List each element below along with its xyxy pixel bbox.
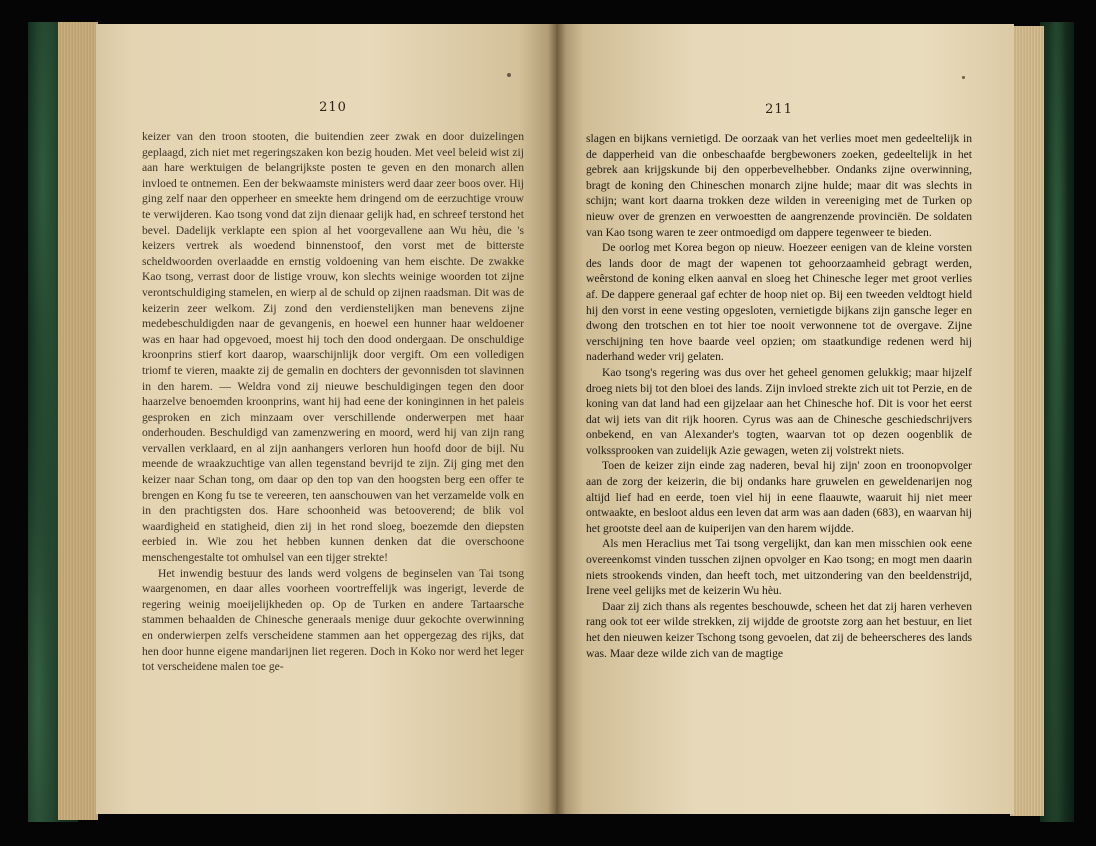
right-page: [556, 24, 1014, 814]
paragraph: De oorlog met Korea begon op nieuw. Hoezeer eenigen van de kleine vorsten des lands door de magt der wapenen tot gehoorzaamheid gebragt werden, weêrstond de koning elken aanval en sloeg het Chinesche leger met groot verlies af. De dappere generaal gaf echter de hoop niet op. Bij een tweeden veldtogt hield hij den vorst in eene vesting opgesloten, vernietigde bijkans zijn gansche leger en dwong den trotschen en tot hier toe nooit verwonnene tot de overgave. Zijne verschijning ten hove baarde veel opzien; om staatkundige redenen werd hij naderhand weder vrij gelaten.: [586, 241, 972, 364]
paragraph: keizer van den troon stooten, die buitendien zeer zwak en door duizelingen geplaagd, zich niet met regeringszaken kon bezig houden. Met veel beleid wist zij aan hare werktuigen de belangrijkste posten te geven en den monarch allen invloed te ontnemen. Een der bekwaamste ministers werd daar zeer boos over. Hij ging zelf naar den opperheer en smeekte hem dringend om de eerzuchtige vrouw te verwijderen. Kao tsong vond dat zijn dienaar gelijk had, en schreef terstond het bevel. Dadelijk verklapte een spion al het voorgevallene aan Wu hèu, die 's keizers vertrek als woedend binnenstoof, den vorst met de bitterste scheldwoorden overlaadde en ernstig voldoening van hem eischte. De zwakke Kao tsong, verrast door de listige vrouw, kon slechts weinige woorden tot zijne verontschuldiging stamelen, en wierp al de schuld op zijnen raadsman. Dit was de keizerin zeer welkom. Zij zond den verdienstelijken man benevens zijne medebeschuldigden naar de gevangenis, en hoewel een hunner haar weldoener was en haar had opgevoed, moest hij toch den dood ondergaan. De onschuldige kroonprins stierf kort daarop, waarschijnlijk door vergift. Om een volledigen triomf te vieren, maakte zij de gemalin en dochters der gevonnisden tot slavinnen in den harem. — Weldra vond zij nieuwe beschuldigingen tegen den door haarzelve benoemden kroonprins, want hij had eene der koninginnen in het paleis gesproken en zich minzaam over verschillende onderwerpen met haar onderhouden. Beschuldigd van zamenzwering en moord, werd hij van zijn rang vervallen verklaard, en al zijn aanhangers verloren hun hoofd door de bijl. Nu meende de wraakzuchtige van allen tegenstand bevrijd te zijn. Zij ging met den keizer naar Schan tong, om daar op den top van den hoogsten berg een offer te brengen en Kong fu tse te vereeren, ten aanschouwen van het verzamelde volk en in den prachtigsten dos. Hare schoonheid was betooverend; de blik vol waardigheid en statigheid, dien zij in het rond sloeg, boezemde den diepsten eerbied in. Wie zou het hebben kunnen denken dat die overschoone menschengestalte tot omhulsel van een tijger strekte!: [142, 130, 524, 565]
page-number-211: 211: [765, 102, 793, 117]
right-page-edges: [1010, 26, 1044, 816]
page-spot-mark: [507, 73, 511, 77]
page-number-210: 210: [319, 100, 347, 115]
left-page-edges: [58, 22, 98, 820]
left-page-text: [142, 129, 524, 675]
paragraph: Daar zij zich thans als regentes beschouwde, scheen het dat zij haren verheven rang ook tot eer wilde strekken, zij wijdde de grootste zorg aan het bestuur, en liet het den nieuwen keizer Tschong tsong gevoelen, dat zij de beheerscheres des lands was. Maar deze wilde zich van de magtige: [586, 599, 972, 660]
paragraph: slagen en bijkans vernietigd. De oorzaak van het verlies moet men gedeeltelijk in de dapperheid van die onbeschaafde bergbewoners zoeken, gedeeltelijk in het gebrek aan krijgskunde bij den opperbevelhebber. Ondanks zijne overwinning, bragt de koning den Chineschen monarch zijne hulde; maar dit was slechts in schijn; want kort daarna trokken deze wilden in vereeniging met de Turken op nieuw over de grenzen en verwoestten de aangrenzende provinciën. De soldaten van Kao tsong waren te zeer ontmoedigd om dappere tegenweer te bieden.: [586, 132, 972, 239]
paragraph: Kao tsong's regering was dus over het geheel genomen gelukkig; maar hijzelf droeg niets bij tot den bloei des lands. Zijn invloed strekte zich uit tot Perzie, en de koning van dat land had een gijzelaar aan het Chinesche hof. Dit is voor het eerst dat wij iets van dit rijk hooren. Cyrus was aan de Chinesche geschiedschrijvers onbekend, en van Alexander's togten, waarvan tot op dezen oogenblik de volkssprooken van zuidelijk Azie gewagen, weten zij volstrekt niets.: [586, 365, 972, 457]
paragraph: Het inwendig bestuur des lands werd volgens de beginselen van Tai tsong waargenomen, en daar alles voorheen voortreffelijk was ingerigt, leverde de regering weinig moeijelijkheden op. Op de Turken en andere Tartaarsche stammen behaalden de Chinesche generaals menige duur gekochte overwinning en onderwierpen zelfs verscheidene stammen aan het oppergezag des rijks, dat hen door hunne eigene mandarijnen liet regeren. Doch in Koko nor werd het leger tot verscheidene malen toe ge-: [142, 566, 524, 674]
paragraph: Toen de keizer zijn einde zag naderen, beval hij zijn' zoon en troonopvolger aan de zorg der keizerin, die bij ondanks hare gruwelen en geweldenarijen nog altijd lief had en eerde, toen viel hij in eene flaauwte, waaruit hij niet meer ontwaakte, en besloot aldus een leven dat arm was aan daden (683), en waarvan hij het grootste deel aan de kuiperijen van den harem wijdde.: [586, 459, 972, 535]
book-gutter: [548, 24, 566, 814]
paragraph: Als men Heraclius met Tai tsong vergelijkt, dan kan men misschien ook eene overeenkomst vinden tusschen zijnen opvolger en Kao tsong; en mogt men daarin niets strookends vinden, dan heeft toch, met uitzondering van den beeldenstrijd, Irene veel gelijks met de keizerin Wu hèu.: [586, 537, 972, 598]
right-page-text: [586, 131, 972, 661]
left-page: [96, 24, 556, 814]
right-marbled-cover: [1040, 22, 1074, 822]
page-spot-mark: [962, 76, 965, 79]
